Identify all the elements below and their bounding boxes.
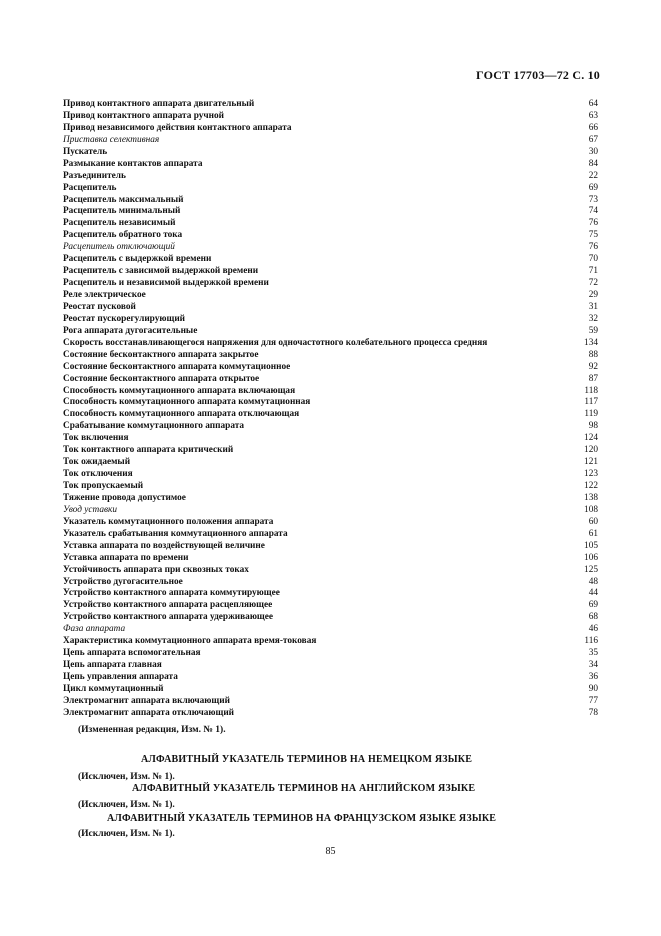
index-page-ref: 22 <box>588 170 598 181</box>
index-page-ref: 123 <box>584 469 598 480</box>
index-term: Привод контактного аппарата двигательный <box>63 99 255 109</box>
index-entry <box>63 612 598 624</box>
index-term: Уставка аппарата по времени <box>63 552 189 563</box>
index-entry <box>63 111 598 123</box>
index-term: Привод независимого действия контактного аппарата <box>63 122 292 133</box>
index-entry <box>63 588 598 600</box>
index-entry <box>63 397 598 409</box>
index-page-ref: 78 <box>588 707 598 718</box>
index-term: Привод контактного аппарата ручной <box>63 110 225 121</box>
edition-note: (Измененная редакция, Изм. № 1). <box>78 725 226 735</box>
index-entry <box>63 135 598 147</box>
index-page-ref: 63 <box>588 110 598 121</box>
section-title-english: АЛФАВИТНЫЙ УКАЗАТЕЛЬ ТЕРМИНОВ НА АНГЛИЙСКОМ ЯЗЫКЕ <box>132 783 476 794</box>
index-term: Фаза аппарата <box>63 624 126 635</box>
index-entry <box>63 517 598 529</box>
index-entry <box>63 457 598 469</box>
index-page-ref: 77 <box>588 695 598 706</box>
index-page-ref: 35 <box>588 648 598 659</box>
index-page-ref: 92 <box>588 361 598 372</box>
index-term: Состояние бесконтактного аппарата закрытое <box>63 349 259 360</box>
index-term: Ток отключения <box>63 469 133 480</box>
index-term: Устройство контактного аппарата удерживающее <box>63 612 274 623</box>
index-page-ref: 44 <box>588 588 598 599</box>
index-entry <box>63 350 598 362</box>
index-term: Разъединитель <box>63 170 126 181</box>
index-page-ref: 134 <box>584 337 598 348</box>
index-entry <box>63 493 598 505</box>
index-entry <box>63 266 598 278</box>
index-term: Ток ожидаемый <box>63 457 131 468</box>
index-entry <box>63 254 598 266</box>
index-entry <box>63 302 598 314</box>
index-page-ref: 46 <box>588 624 598 635</box>
index-term: Устройство контактного аппарата коммутирующее <box>63 588 280 599</box>
index-page-ref: 105 <box>584 540 598 551</box>
index-entry <box>63 565 598 577</box>
index-entry <box>63 326 598 338</box>
index-entry <box>63 505 598 517</box>
index-term: Пускатель <box>63 146 108 157</box>
index-term: Срабатывание коммутационного аппарата <box>63 421 245 432</box>
index-page-ref: 125 <box>584 564 598 575</box>
page-header: ГОСТ 17703—72 С. 10 <box>476 68 600 82</box>
index-page-ref: 84 <box>588 158 598 169</box>
index-term: Увод уставки <box>63 504 118 515</box>
index-entry <box>63 159 598 171</box>
index-page-ref: 76 <box>588 218 598 229</box>
index-entry <box>63 278 598 290</box>
index-term: Расцепитель с зависимой выдержкой времени <box>63 266 259 277</box>
index-term: Ток включения <box>63 433 129 444</box>
index-term: Указатель срабатывания коммутационного аппарата <box>63 528 288 539</box>
section-note-english: (Исключен, Изм. № 1). <box>78 800 175 810</box>
index-page-ref: 34 <box>588 660 598 671</box>
index-page-ref: 60 <box>588 516 598 527</box>
index-term: Реле электрическое <box>63 290 146 300</box>
index-entry <box>63 409 598 421</box>
index-term: Приставка селективная <box>63 134 160 145</box>
index-entry <box>63 445 598 457</box>
index-term: Уставка аппарата по воздействующей величине <box>63 540 265 551</box>
index-page-ref: 88 <box>588 349 598 360</box>
index-page-ref: 73 <box>588 194 598 205</box>
index-term: Расцепитель с выдержкой времени <box>63 254 212 265</box>
index-page-ref: 69 <box>588 182 598 193</box>
index-entry <box>63 648 598 660</box>
section-note-french: (Исключен, Изм. № 1). <box>78 829 175 839</box>
index-term: Электромагнит аппарата включающий <box>63 695 230 706</box>
index-entry <box>63 624 598 636</box>
index-page-ref: 117 <box>584 397 598 408</box>
index-entry <box>63 481 598 493</box>
index-term: Состояние бесконтактного аппарата открытое <box>63 373 260 384</box>
index-entry <box>63 386 598 398</box>
index-entry <box>63 529 598 541</box>
index-entry <box>63 183 598 195</box>
index-page-ref: 61 <box>588 528 598 539</box>
index-entry <box>63 672 598 684</box>
index-page-ref: 118 <box>584 385 598 396</box>
index-page-ref: 119 <box>584 409 598 420</box>
index-entry <box>63 684 598 696</box>
index-page-ref: 36 <box>588 672 598 682</box>
index-entry <box>63 374 598 386</box>
index-page-ref: 29 <box>588 290 598 300</box>
index-term: Способность коммутационного аппарата коммутационная <box>63 397 311 408</box>
index-term: Скорость восстанавливающегося напряжения для одночастотного колебательного процесса средняя <box>63 337 488 348</box>
term-index-list <box>63 99 598 720</box>
index-term: Размыкание контактов аппарата <box>63 158 203 169</box>
index-entry <box>63 171 598 183</box>
index-page-ref: 67 <box>588 134 598 145</box>
index-page-ref: 98 <box>588 421 598 432</box>
index-page-ref: 59 <box>588 325 598 336</box>
index-term: Расцепитель максимальный <box>63 194 184 205</box>
section-title-german: АЛФАВИТНЫЙ УКАЗАТЕЛЬ ТЕРМИНОВ НА НЕМЕЦКОМ ЯЗЫКЕ <box>141 754 473 765</box>
index-page-ref: 87 <box>588 373 598 384</box>
index-page-ref: 70 <box>588 254 598 265</box>
index-term: Ток контактного аппарата критический <box>63 445 234 456</box>
index-entry <box>63 290 598 302</box>
index-term: Цикл коммутационный <box>63 683 164 694</box>
index-term: Цепь аппарата вспомогательная <box>63 648 201 659</box>
index-entry <box>63 314 598 326</box>
index-term: Устройство дугогасительное <box>63 576 183 587</box>
index-page-ref: 116 <box>584 636 598 647</box>
index-term: Реостат пускорегулирующий <box>63 313 186 324</box>
index-page-ref: 106 <box>584 552 598 563</box>
index-term: Рога аппарата дугогасительные <box>63 325 198 336</box>
index-page-ref: 69 <box>588 600 598 611</box>
index-term: Способность коммутационного аппарата отключающая <box>63 409 300 420</box>
index-page-ref: 72 <box>588 278 598 289</box>
index-entry <box>63 708 598 720</box>
index-page-ref: 120 <box>584 445 598 456</box>
index-entry <box>63 147 598 159</box>
index-page-ref: 122 <box>584 481 598 491</box>
index-page-ref: 76 <box>588 242 598 253</box>
index-page-ref: 121 <box>584 457 598 468</box>
index-page-ref: 66 <box>588 122 598 133</box>
index-entry <box>63 433 598 445</box>
index-entry <box>63 338 598 350</box>
index-entry <box>63 577 598 589</box>
index-term: Ток пропускаемый <box>63 481 144 491</box>
index-term: Состояние бесконтактного аппарата коммутационное <box>63 361 291 372</box>
index-entry <box>63 541 598 553</box>
index-term: Указатель коммутационного положения аппарата <box>63 516 274 527</box>
index-entry <box>63 636 598 648</box>
index-page-ref: 108 <box>584 504 598 515</box>
index-entry <box>63 469 598 481</box>
index-entry <box>63 362 598 374</box>
index-term: Устойчивость аппарата при сквозных токах <box>63 564 249 575</box>
index-page-ref: 138 <box>584 492 598 503</box>
index-page-ref: 64 <box>588 99 598 109</box>
index-entry <box>63 242 598 254</box>
index-term: Реостат пусковой <box>63 301 136 312</box>
index-term: Расцепитель обратного тока <box>63 230 183 241</box>
index-entry <box>63 696 598 708</box>
index-page-ref: 90 <box>588 683 598 694</box>
index-page-ref: 32 <box>588 313 598 324</box>
index-term: Расцепитель <box>63 182 117 193</box>
index-term: Тяжение провода допустимое <box>63 492 186 503</box>
index-term: Расцепитель минимальный <box>63 206 181 217</box>
index-term: Расцепитель независимый <box>63 218 176 229</box>
index-term: Расцепитель и независимой выдержкой времени <box>63 278 269 289</box>
index-term: Способность коммутационного аппарата включающая <box>63 385 296 396</box>
index-entry <box>63 600 598 612</box>
index-entry <box>63 99 598 111</box>
section-title-french: АЛФАВИТНЫЙ УКАЗАТЕЛЬ ТЕРМИНОВ НА ФРАНЦУЗСКОМ ЯЗЫКЕ ЯЗЫКЕ <box>107 813 497 824</box>
index-term: Устройство контактного аппарата расцепляющее <box>63 600 273 611</box>
index-term: Характеристика коммутационного аппарата время-токовая <box>63 636 317 647</box>
index-page-ref: 68 <box>588 612 598 623</box>
index-page-ref: 74 <box>588 206 598 217</box>
index-term: Расцепитель отключающий <box>63 242 175 253</box>
index-term: Цепь управления аппарата <box>63 672 178 682</box>
index-entry <box>63 660 598 672</box>
index-entry <box>63 553 598 565</box>
index-entry <box>63 421 598 433</box>
section-note-german: (Исключен, Изм. № 1). <box>78 772 175 782</box>
index-page-ref: 124 <box>584 433 598 444</box>
index-page-ref: 31 <box>588 301 598 312</box>
page-number: 85 <box>325 846 336 857</box>
index-entry <box>63 123 598 135</box>
index-term: Электромагнит аппарата отключающий <box>63 707 235 718</box>
index-entry <box>63 206 598 218</box>
index-page-ref: 71 <box>588 266 598 277</box>
index-page-ref: 75 <box>588 230 598 241</box>
index-entry <box>63 218 598 230</box>
index-entry <box>63 230 598 242</box>
index-page-ref: 30 <box>588 146 598 157</box>
index-page-ref: 48 <box>588 576 598 587</box>
index-term: Цепь аппарата главная <box>63 660 162 671</box>
index-entry <box>63 195 598 207</box>
